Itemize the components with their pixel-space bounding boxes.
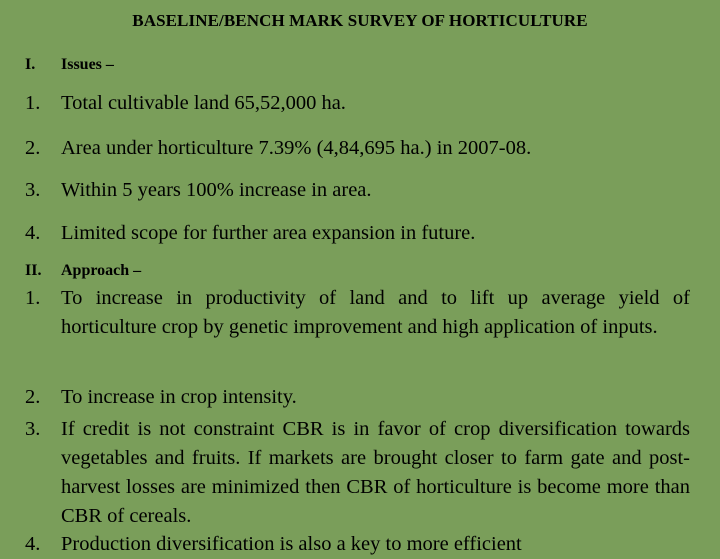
section-heading-approach [25,262,141,280]
list-item [25,219,690,248]
section-heading-issues [25,56,114,74]
item-text: Production diversification is also a key to more efficient [61,533,522,555]
list-item [25,176,690,205]
section-number: II. [25,262,42,279]
list-item [25,383,690,412]
item-number: 1. [25,287,41,309]
item-text: Total cultivable land 65,52,000 ha. [61,92,346,114]
list-item [25,415,690,531]
list-item [25,134,690,163]
item-text: To increase in crop intensity. [61,386,297,408]
item-text: Area under horticulture 7.39% (4,84,695 ha.) in 2007-08. [61,137,532,159]
list-item [25,284,690,342]
item-text: To increase in productivity of land and to lift up average yield of horticulture crop by genetic improvement and high application of inputs. [61,287,690,338]
section-label: Approach – [61,262,142,279]
list-item [25,530,690,559]
item-text: Limited scope for further area expansion in future. [61,222,476,244]
list-item [25,89,690,118]
slide-title: BASELINE/BENCH MARK SURVEY OF HORTICULTURE [132,11,588,30]
item-number: 2. [25,386,41,408]
section-label: Issues – [61,56,114,73]
section-number: I. [25,56,36,73]
item-number: 3. [25,179,41,201]
item-number: 2. [25,137,41,159]
item-text: Within 5 years 100% increase in area. [61,179,372,201]
item-number: 4. [25,222,41,244]
item-number: 1. [25,92,41,114]
item-text: If credit is not constraint CBR is in favor of crop diversification towards vegetables and fruits. If markets are brought closer to farm gate and post-harvest losses are minimized then CBR of horticulture is become more than CBR of cereals. [61,418,690,527]
item-number: 4. [25,533,41,555]
item-number: 3. [25,418,41,440]
